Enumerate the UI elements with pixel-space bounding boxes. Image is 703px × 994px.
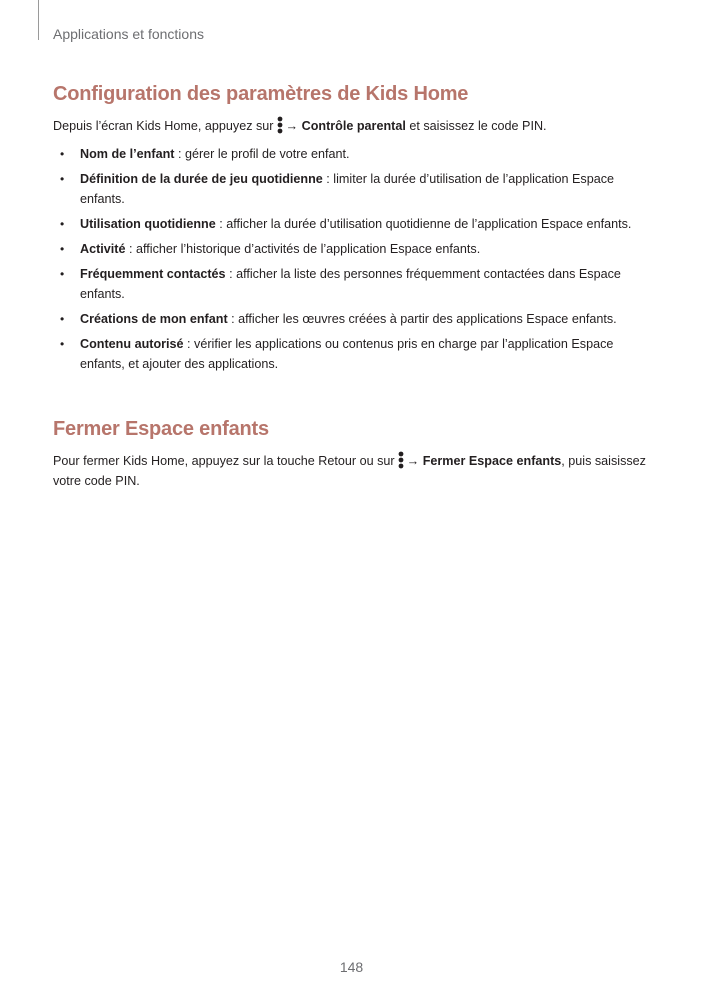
list-item: [53, 169, 653, 209]
list-item-term: Utilisation quotidienne: [80, 217, 216, 231]
intro-text: Depuis l’écran Kids Home, appuyez sur: [53, 119, 274, 133]
close-text: Pour fermer Kids Home, appuyez sur la touche Retour ou sur: [53, 454, 395, 468]
list-item-desc: : afficher la liste des personnes fréquemment contactées dans Espace enfants.: [80, 267, 621, 301]
list-item-term: Fréquemment contactés: [80, 267, 226, 281]
page-corner-mark: [38, 0, 39, 40]
list-item: [53, 214, 653, 234]
list-item-term: Contenu autorisé: [80, 337, 184, 351]
close-kids-space-label: Fermer Espace enfants: [422, 454, 562, 468]
list-item-desc: : afficher la durée d’utilisation quotidienne de l’application Espace enfants.: [215, 217, 632, 231]
bullet-dot: •: [60, 337, 65, 351]
list-item: [53, 264, 653, 304]
intro-text-end: et saisissez le code PIN.: [409, 119, 547, 133]
close-text-end: , puis saisissez votre code PIN.: [53, 454, 646, 488]
bullet-dot: •: [60, 267, 65, 281]
list-item-desc: : limiter la durée d’utilisation de l’application Espace enfants.: [80, 172, 615, 206]
section2-text: [53, 451, 653, 491]
list-item-term: Nom de l’enfant: [80, 147, 175, 161]
list-item: [53, 239, 653, 259]
list-item-desc: : afficher les œuvres créées à partir des applications Espace enfants.: [227, 312, 617, 326]
list-item-desc: : vérifier les applications ou contenus pris en charge par l’application Espace enfants, et ajouter des applications.: [80, 337, 614, 371]
list-item-desc: : gérer le profil de votre enfant.: [174, 147, 350, 161]
running-header: Applications et fonctions: [53, 26, 204, 42]
list-item: [53, 309, 653, 329]
bullet-dot: •: [60, 172, 65, 186]
list-item: [53, 334, 653, 374]
settings-list: [53, 144, 653, 379]
bullet-dot: •: [60, 312, 65, 326]
arrow: →: [406, 454, 420, 468]
bullet-dot: •: [60, 217, 65, 231]
section-title-close-kids-space: Fermer Espace enfants: [53, 418, 269, 440]
section1-intro: [53, 116, 653, 136]
list-item-term: Créations de mon enfant: [80, 312, 228, 326]
more-options-icon: [398, 451, 404, 469]
list-item-term: Activité: [80, 242, 126, 256]
bullet-dot: •: [60, 147, 65, 161]
more-options-icon: [277, 116, 283, 134]
page-number: 148: [339, 959, 364, 975]
list-item: [53, 144, 653, 164]
arrow: →: [285, 119, 299, 133]
list-item-term: Définition de la durée de jeu quotidienne: [80, 172, 323, 186]
bullet-dot: •: [60, 242, 65, 256]
parental-control-label: Contrôle parental: [301, 119, 406, 133]
section-title-kids-home-settings: Configuration des paramètres de Kids Home: [53, 83, 469, 105]
list-item-desc: : afficher l’historique d’activités de l’application Espace enfants.: [125, 242, 481, 256]
